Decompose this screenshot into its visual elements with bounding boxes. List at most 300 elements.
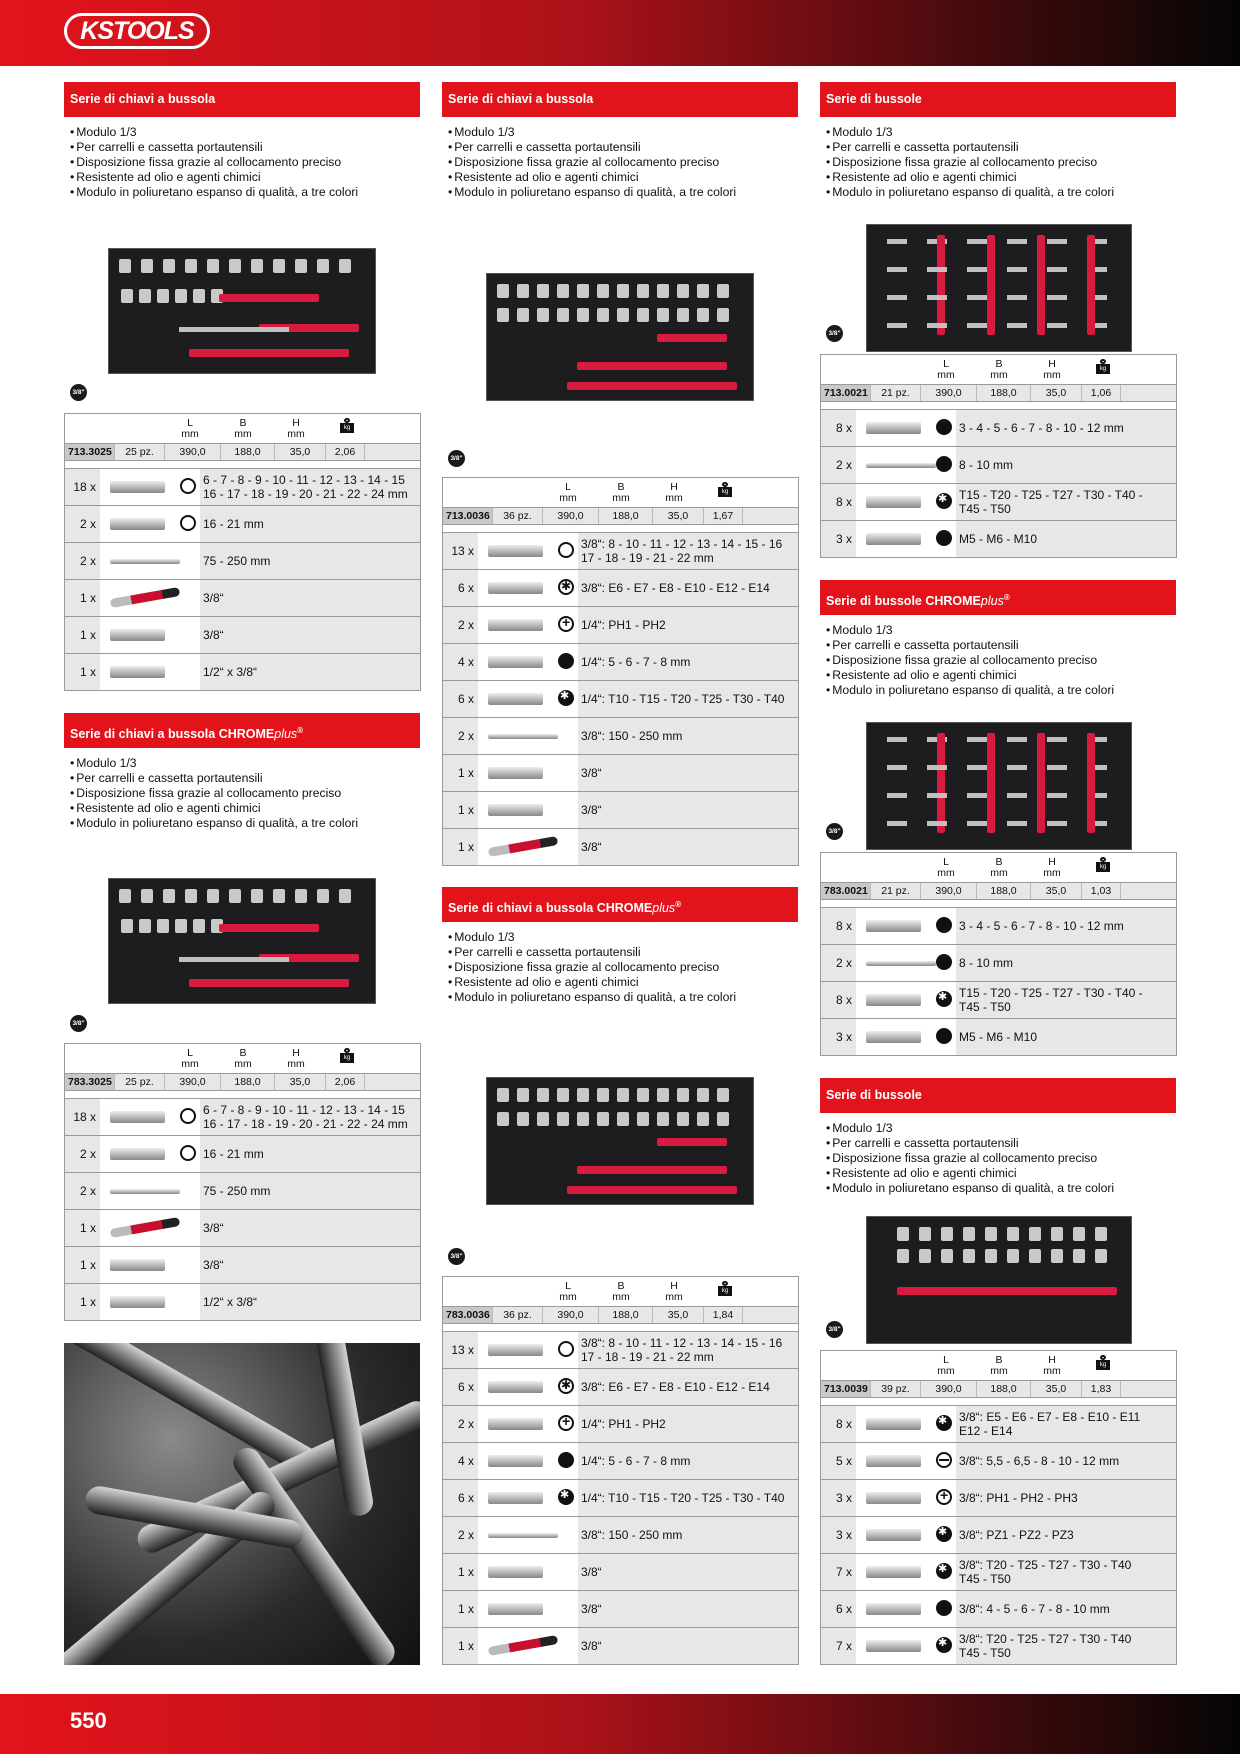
item-illustration <box>100 469 200 505</box>
item-description: 3 - 4 - 5 - 6 - 7 - 8 - 10 - 12 mm <box>956 908 1176 944</box>
item-quantity: 1 x <box>65 1210 100 1246</box>
hex-solid-icon <box>936 456 952 472</box>
table-row <box>65 580 420 617</box>
item-illustration <box>856 1019 956 1055</box>
table-row <box>443 1554 798 1591</box>
item-illustration <box>100 1247 200 1283</box>
item-quantity: 2 x <box>443 718 478 754</box>
table-row <box>443 1443 798 1480</box>
item-description: 8 - 10 mm <box>956 945 1176 981</box>
hex-profile-icon <box>180 1145 196 1161</box>
item-quantity: 8 x <box>821 484 856 520</box>
feature-item: • Disposizione fissa grazie al collocamento preciso <box>70 155 420 170</box>
spec-b: 188,0 <box>977 385 1031 401</box>
item-illustration <box>100 580 200 616</box>
dimension-header <box>821 1351 1176 1381</box>
spec-values-row <box>65 1074 420 1091</box>
socket-icon <box>488 734 558 739</box>
item-illustration <box>856 1554 956 1590</box>
feature-item: • Per carrelli e cassetta portautensili <box>826 638 1176 653</box>
socket-icon <box>110 518 165 530</box>
item-description: 3/8“ <box>578 792 798 828</box>
dimension-label-h: H mm <box>1043 856 1061 879</box>
table-row <box>821 945 1176 982</box>
dimension-label-b: B mm <box>612 481 630 504</box>
section-783-0036 <box>442 887 798 1005</box>
spec-pcs: 36 pz. <box>493 1307 543 1323</box>
dimension-label-b: B mm <box>990 856 1008 879</box>
socket-icon <box>110 666 165 678</box>
dimension-header <box>443 1277 798 1307</box>
table-row <box>443 1628 798 1664</box>
product-photo-783-0021 <box>866 722 1132 850</box>
hex-solid-icon <box>936 1600 952 1616</box>
spec-w: 1,67 <box>704 508 743 524</box>
table-row <box>821 1517 1176 1554</box>
feature-item: • Modulo in poliuretano espanso di qualità, a tre colori <box>448 185 798 200</box>
hex-solid-icon <box>936 530 952 546</box>
item-quantity: 3 x <box>821 1019 856 1055</box>
table-row <box>65 1210 420 1247</box>
item-quantity: 1 x <box>65 617 100 653</box>
tools-background-photo <box>64 1343 420 1665</box>
table-row <box>443 1406 798 1443</box>
item-quantity: 1 x <box>65 654 100 690</box>
hex-solid-icon <box>558 1452 574 1468</box>
dimension-label-l: L mm <box>937 1354 955 1377</box>
product-photo-713-0036 <box>486 273 754 401</box>
table-row <box>443 718 798 755</box>
table-row <box>821 908 1176 945</box>
socket-icon <box>866 496 921 508</box>
hex-solid-icon <box>936 1028 952 1044</box>
feature-list <box>820 117 1176 200</box>
table-row <box>443 829 798 865</box>
item-illustration <box>856 521 956 557</box>
socket-icon <box>110 1296 165 1308</box>
page-number: 550 <box>70 1708 107 1733</box>
hex-profile-icon <box>180 478 196 494</box>
product-photo-713-0039 <box>866 1216 1132 1344</box>
drive-badge: 3/8" <box>70 1015 87 1032</box>
product-photo-713-0021 <box>866 224 1132 352</box>
table-row <box>821 1554 1176 1591</box>
header-bar <box>0 0 1240 66</box>
feature-list <box>820 615 1176 698</box>
spec-pcs: 21 pz. <box>871 385 921 401</box>
table-row <box>821 447 1176 484</box>
dimension-label-l: L mm <box>937 856 955 879</box>
item-quantity: 3 x <box>821 1480 856 1516</box>
table-row <box>821 1406 1176 1443</box>
ratchet-icon <box>110 1217 180 1238</box>
item-illustration <box>100 654 200 690</box>
table-row <box>443 1517 798 1554</box>
table-row <box>821 410 1176 447</box>
item-description: 3/8“: T20 - T25 - T27 - T30 - T40 T45 - T50 <box>956 1628 1176 1664</box>
feature-item: • Per carrelli e cassetta portautensili <box>826 140 1176 155</box>
dimension-label-h: H mm <box>1043 1354 1061 1377</box>
item-description: 3/8“: E6 - E7 - E8 - E10 - E12 - E14 <box>578 570 798 606</box>
item-quantity: 6 x <box>443 1480 478 1516</box>
table-row <box>65 506 420 543</box>
item-quantity: 1 x <box>443 792 478 828</box>
item-illustration <box>856 945 956 981</box>
item-quantity: 2 x <box>443 1517 478 1553</box>
item-description: 3/8“: 8 - 10 - 11 - 12 - 13 - 14 - 15 - 16 17 - 18 - 19 - 21 - 22 mm <box>578 1332 798 1368</box>
spec-values-row <box>821 883 1176 900</box>
item-illustration <box>856 1591 956 1627</box>
hex-profile-icon <box>558 1341 574 1357</box>
drive-badge: 3/8" <box>448 450 465 467</box>
spec-w: 1,84 <box>704 1307 743 1323</box>
item-quantity: 1 x <box>443 1628 478 1664</box>
spec-h: 35,0 <box>1031 883 1082 899</box>
item-description: 3 - 4 - 5 - 6 - 7 - 8 - 10 - 12 mm <box>956 410 1176 446</box>
spacer <box>821 1398 1176 1406</box>
dimension-header <box>65 414 420 444</box>
feature-item: • Modulo 1/3 <box>826 623 1176 638</box>
item-illustration <box>856 1480 956 1516</box>
item-description: 3/8“ <box>578 755 798 791</box>
spec-table-783-0036 <box>442 1276 799 1665</box>
section-title: Serie di chiavi a bussola <box>442 82 798 117</box>
dimension-label-b: B mm <box>234 1047 252 1070</box>
item-description: 3/8“: T20 - T25 - T27 - T30 - T40 T45 - T50 <box>956 1554 1176 1590</box>
dimension-label-l: L mm <box>559 481 577 504</box>
torx-icon <box>936 1415 952 1431</box>
section-title: Serie di bussole CHROMEplus® <box>820 580 1176 615</box>
table-row <box>443 1332 798 1369</box>
item-description: 3/8“ <box>200 617 420 653</box>
item-illustration <box>478 718 578 754</box>
socket-icon <box>488 804 543 816</box>
item-quantity: 2 x <box>65 543 100 579</box>
item-quantity: 1 x <box>443 1591 478 1627</box>
item-description: 1/4“: 5 - 6 - 7 - 8 mm <box>578 644 798 680</box>
item-quantity: 1 x <box>443 829 478 865</box>
spec-code: 713.3025 <box>65 444 115 460</box>
feature-list <box>442 922 798 1005</box>
feature-item: • Disposizione fissa grazie al collocamento preciso <box>826 1151 1176 1166</box>
section-713-3025 <box>64 82 420 200</box>
spec-l: 390,0 <box>165 444 221 460</box>
item-description: 16 - 21 mm <box>200 1136 420 1172</box>
spec-code: 713.0039 <box>821 1381 871 1397</box>
spacer <box>443 1324 798 1332</box>
torx-icon <box>936 1526 952 1542</box>
spec-values-row <box>821 1381 1176 1398</box>
table-row <box>65 654 420 690</box>
item-illustration <box>856 410 956 446</box>
item-quantity: 8 x <box>821 410 856 446</box>
torx-icon <box>558 1489 574 1505</box>
spec-h: 35,0 <box>653 508 704 524</box>
section-713-0021 <box>820 82 1176 200</box>
drive-badge: 3/8" <box>826 1321 843 1338</box>
spec-pcs: 25 pz. <box>115 444 165 460</box>
weight-icon <box>718 1281 748 1296</box>
spec-pcs: 36 pz. <box>493 508 543 524</box>
table-row <box>821 982 1176 1019</box>
weight-icon <box>340 1048 370 1063</box>
socket-icon <box>488 1381 543 1393</box>
table-row <box>443 1591 798 1628</box>
item-illustration <box>478 829 578 865</box>
hex-profile-icon <box>180 1108 196 1124</box>
feature-item: • Resistente ad olio e agenti chimici <box>826 668 1176 683</box>
spec-table-713-3025 <box>64 413 421 691</box>
drive-badge: 3/8" <box>826 823 843 840</box>
item-illustration <box>478 607 578 643</box>
hex-profile-icon <box>558 542 574 558</box>
socket-icon <box>488 1455 543 1467</box>
table-row <box>65 1173 420 1210</box>
item-description: 3/8“: E5 - E6 - E7 - E8 - E10 - E11 E12 - E14 <box>956 1406 1176 1442</box>
socket-icon <box>866 961 936 966</box>
item-description: 3/8“ <box>578 1628 798 1664</box>
spec-l: 390,0 <box>165 1074 221 1090</box>
item-description: T15 - T20 - T25 - T27 - T30 - T40 - T45 - T50 <box>956 982 1176 1018</box>
spec-w: 2,06 <box>326 1074 365 1090</box>
dimension-header <box>821 853 1176 883</box>
item-quantity: 8 x <box>821 982 856 1018</box>
socket-icon <box>866 1031 921 1043</box>
spacer <box>821 402 1176 410</box>
item-illustration <box>856 908 956 944</box>
socket-icon <box>866 422 921 434</box>
socket-icon <box>866 1529 921 1541</box>
table-row <box>443 792 798 829</box>
table-row <box>443 1480 798 1517</box>
socket-icon <box>866 463 936 468</box>
feature-item: • Per carrelli e cassetta portautensili <box>448 140 798 155</box>
torx-e-icon <box>558 579 574 595</box>
item-description: 1/4“: T10 - T15 - T20 - T25 - T30 - T40 <box>578 1480 798 1516</box>
brand-logo-text: KSTOOLS <box>80 16 194 45</box>
feature-list <box>442 117 798 200</box>
dimension-label-b: B mm <box>234 417 252 440</box>
dimension-label-l: L mm <box>181 1047 199 1070</box>
feature-item: • Modulo 1/3 <box>448 930 798 945</box>
item-illustration <box>856 1443 956 1479</box>
socket-icon <box>488 1492 543 1504</box>
item-quantity: 13 x <box>443 1332 478 1368</box>
item-description: 3/8“ <box>200 1210 420 1246</box>
footer-bar <box>0 1694 1240 1754</box>
ratchet-icon <box>488 1635 558 1656</box>
dimension-label-l: L mm <box>181 417 199 440</box>
item-illustration <box>856 447 956 483</box>
item-description: M5 - M6 - M10 <box>956 521 1176 557</box>
dimension-label-h: H mm <box>287 1047 305 1070</box>
item-quantity: 6 x <box>443 681 478 717</box>
item-description: 3/8“: 150 - 250 mm <box>578 718 798 754</box>
item-description: 1/4“: PH1 - PH2 <box>578 607 798 643</box>
item-illustration <box>478 1369 578 1405</box>
item-illustration <box>856 982 956 1018</box>
spec-l: 390,0 <box>921 1381 977 1397</box>
spec-values-row <box>821 385 1176 402</box>
feature-item: • Disposizione fissa grazie al collocamento preciso <box>70 786 420 801</box>
item-description: 3/8“ <box>200 1247 420 1283</box>
socket-icon <box>488 619 543 631</box>
table-row <box>821 484 1176 521</box>
item-description: 3/8“: PH1 - PH2 - PH3 <box>956 1480 1176 1516</box>
item-quantity: 2 x <box>821 447 856 483</box>
spec-h: 35,0 <box>653 1307 704 1323</box>
table-row <box>821 1443 1176 1480</box>
item-quantity: 4 x <box>443 1443 478 1479</box>
spacer <box>65 461 420 469</box>
table-row <box>65 1136 420 1173</box>
socket-icon <box>488 1418 543 1430</box>
phillips-icon <box>558 616 574 632</box>
item-quantity: 8 x <box>821 1406 856 1442</box>
item-description: 8 - 10 mm <box>956 447 1176 483</box>
torx-icon <box>936 991 952 1007</box>
item-description: 1/2“ x 3/8“ <box>200 1284 420 1320</box>
item-quantity: 3 x <box>821 521 856 557</box>
table-row <box>443 533 798 570</box>
socket-icon <box>866 1418 921 1430</box>
dimension-label-h: H mm <box>665 1280 683 1303</box>
dimension-label-l: L mm <box>937 358 955 381</box>
section-783-0021 <box>820 580 1176 698</box>
table-row <box>443 755 798 792</box>
socket-icon <box>866 1640 921 1652</box>
table-row <box>821 1628 1176 1664</box>
spec-values-row <box>65 444 420 461</box>
item-quantity: 1 x <box>65 1284 100 1320</box>
item-illustration <box>100 1136 200 1172</box>
spec-l: 390,0 <box>543 508 599 524</box>
socket-icon <box>488 545 543 557</box>
section-title: Serie di chiavi a bussola CHROMEplus® <box>64 713 420 748</box>
item-description: 3/8“: PZ1 - PZ2 - PZ3 <box>956 1517 1176 1553</box>
spec-b: 188,0 <box>977 883 1031 899</box>
spacer <box>443 525 798 533</box>
item-illustration <box>856 484 956 520</box>
socket-icon <box>488 1603 543 1615</box>
feature-item: • Disposizione fissa grazie al collocamento preciso <box>826 155 1176 170</box>
item-quantity: 3 x <box>821 1517 856 1553</box>
socket-icon <box>866 1566 921 1578</box>
brand-logo <box>64 13 210 49</box>
socket-icon <box>866 1492 921 1504</box>
feature-item: • Resistente ad olio e agenti chimici <box>448 170 798 185</box>
spacer <box>821 900 1176 908</box>
dimension-header <box>443 478 798 508</box>
hex-solid-icon <box>936 419 952 435</box>
socket-icon <box>866 1603 921 1615</box>
socket-icon <box>488 767 543 779</box>
spec-l: 390,0 <box>543 1307 599 1323</box>
spec-table-713-0021 <box>820 354 1177 558</box>
section-713-0036 <box>442 82 798 200</box>
item-quantity: 6 x <box>443 570 478 606</box>
item-description: 6 - 7 - 8 - 9 - 10 - 11 - 12 - 13 - 14 - 15 16 - 17 - 18 - 19 - 20 - 21 - 22 - 24 mm <box>200 469 420 505</box>
socket-icon <box>488 1533 558 1538</box>
torx-icon <box>936 1563 952 1579</box>
feature-item: • Modulo in poliuretano espanso di qualità, a tre colori <box>70 185 420 200</box>
socket-icon <box>110 1189 180 1194</box>
item-quantity: 2 x <box>821 945 856 981</box>
item-illustration <box>478 1628 578 1664</box>
item-description: 3/8“ <box>578 829 798 865</box>
section-title: Serie di chiavi a bussola CHROMEplus® <box>442 887 798 922</box>
item-illustration <box>478 792 578 828</box>
table-row <box>65 1099 420 1136</box>
hex-solid-icon <box>936 954 952 970</box>
spec-b: 188,0 <box>977 1381 1031 1397</box>
feature-item: • Modulo in poliuretano espanso di qualità, a tre colori <box>70 816 420 831</box>
item-description: 3/8“: E6 - E7 - E8 - E10 - E12 - E14 <box>578 1369 798 1405</box>
socket-icon <box>866 1455 921 1467</box>
hex-solid-icon <box>558 653 574 669</box>
feature-item: • Modulo in poliuretano espanso di qualità, a tre colori <box>826 1181 1176 1196</box>
torx-icon <box>558 690 574 706</box>
spec-l: 390,0 <box>921 883 977 899</box>
item-illustration <box>478 681 578 717</box>
dimension-label-h: H mm <box>665 481 683 504</box>
feature-item: • Modulo in poliuretano espanso di qualità, a tre colori <box>826 683 1176 698</box>
socket-icon <box>866 920 921 932</box>
table-row <box>821 1591 1176 1628</box>
product-photo-783-0036 <box>486 1077 754 1205</box>
feature-item: • Modulo 1/3 <box>70 756 420 771</box>
item-description: 3/8“ <box>200 580 420 616</box>
spec-table-783-0021 <box>820 852 1177 1056</box>
feature-item: • Per carrelli e cassetta portautensili <box>70 771 420 786</box>
table-row <box>65 469 420 506</box>
item-description: 3/8“ <box>578 1591 798 1627</box>
item-illustration <box>478 1554 578 1590</box>
table-row <box>65 1284 420 1320</box>
item-illustration <box>478 1480 578 1516</box>
item-illustration <box>478 1443 578 1479</box>
socket-icon <box>488 1566 543 1578</box>
item-description: M5 - M6 - M10 <box>956 1019 1176 1055</box>
item-illustration <box>478 1332 578 1368</box>
item-quantity: 18 x <box>65 469 100 505</box>
item-illustration <box>100 543 200 579</box>
table-row <box>443 1369 798 1406</box>
spec-pcs: 25 pz. <box>115 1074 165 1090</box>
dimension-label-b: B mm <box>612 1280 630 1303</box>
ratchet-icon <box>488 836 558 857</box>
feature-item: • Resistente ad olio e agenti chimici <box>826 1166 1176 1181</box>
item-quantity: 2 x <box>65 506 100 542</box>
item-description: 3/8“: 8 - 10 - 11 - 12 - 13 - 14 - 15 - 16 17 - 18 - 19 - 21 - 22 mm <box>578 533 798 569</box>
item-quantity: 2 x <box>443 607 478 643</box>
table-row <box>443 681 798 718</box>
product-photo-783-3025 <box>108 878 376 1004</box>
item-quantity: 7 x <box>821 1628 856 1664</box>
table-row <box>443 607 798 644</box>
spec-w: 1,83 <box>1082 1381 1121 1397</box>
table-row <box>821 521 1176 557</box>
dimension-label-h: H mm <box>1043 358 1061 381</box>
feature-item: • Modulo in poliuretano espanso di qualità, a tre colori <box>826 185 1176 200</box>
spec-table-713-0036 <box>442 477 799 866</box>
table-row <box>821 1480 1176 1517</box>
phillips-icon <box>558 1415 574 1431</box>
spec-w: 1,03 <box>1082 883 1121 899</box>
torx-e-icon <box>558 1378 574 1394</box>
item-description: 75 - 250 mm <box>200 543 420 579</box>
dimension-label-h: H mm <box>287 417 305 440</box>
